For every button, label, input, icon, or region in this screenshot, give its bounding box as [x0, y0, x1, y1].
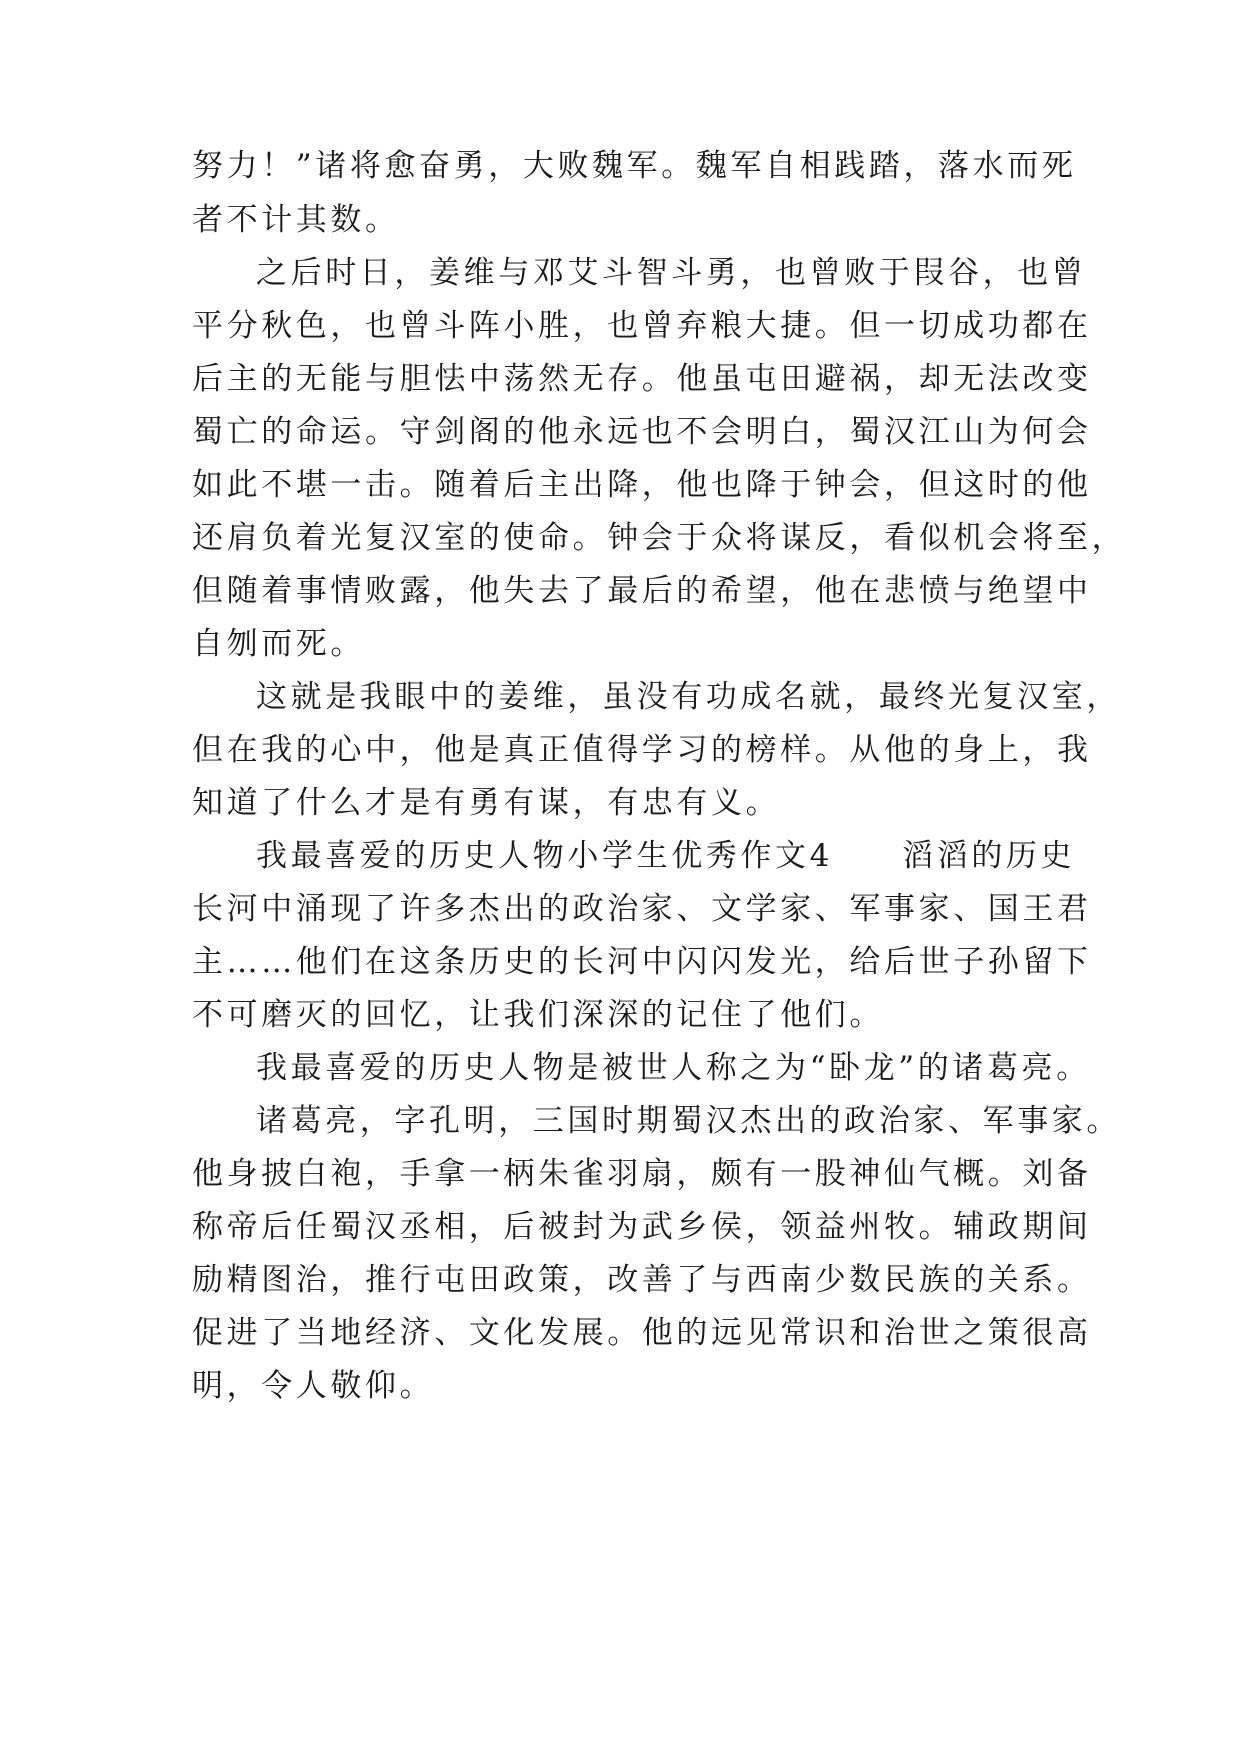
- text-line: 主……他们在这条历史的长河中闪闪发光，给后世子孙留下: [192, 944, 1092, 980]
- text-line: 明，令人敬仰。: [192, 1368, 435, 1404]
- text-line: 平分秋色，也曾斗阵小胜，也曾弃粮大捷。但一切成功都在: [192, 308, 1092, 344]
- text-line: 努力！”诸将愈奋勇，大败魏军。魏军自相践踏，落水而死: [192, 148, 1077, 184]
- text-line: 如此不堪一击。随着后主出降，他也降于钟会，但这时的他: [192, 467, 1092, 503]
- text-line: 促进了当地经济、文化发展。他的远见常识和治世之策很高: [192, 1315, 1092, 1351]
- text-line: 者不计其数。: [192, 202, 400, 238]
- text-line: 但在我的心中，他是真正值得学习的榜样。从他的身上，我: [192, 732, 1092, 768]
- text-line: 但随着事情败露，他失去了最后的希望，他在悲愤与绝望中: [192, 573, 1092, 609]
- text-line: 他身披白袍，手拿一柄朱雀羽扇，颇有一股神仙气概。刘备: [192, 1156, 1092, 1192]
- paragraph-start-line: 我最喜爱的历史人物是被世人称之为“卧龙”的诸葛亮。: [256, 1050, 1091, 1086]
- text-line: 长河中涌现了许多杰出的政治家、文学家、军事家、国王君: [192, 891, 1092, 927]
- text-line: 自刎而死。: [192, 626, 365, 662]
- text-line: 不可磨灭的回忆，让我们深深的记住了他们。: [192, 997, 884, 1033]
- text-line: 励精图治，推行屯田政策，改善了与西南少数民族的关系。: [192, 1262, 1092, 1298]
- text-line: 称帝后任蜀汉丞相，后被封为武乡侯，领益州牧。辅政期间: [192, 1209, 1092, 1245]
- paragraph-start-line: 这就是我眼中的姜维，虽没有功成名就，最终光复汉室，: [256, 679, 1121, 715]
- text-line: 后主的无能与胆怯中荡然无存。他虽屯田避祸，却无法改变: [192, 361, 1092, 397]
- text-line: 还肩负着光复汉室的使命。钟会于众将谋反，看似机会将至，: [192, 520, 1127, 556]
- essay-heading-line: 我最喜爱的历史人物小学生优秀作文4 滔滔的历史: [256, 838, 1076, 874]
- text-line: 蜀亡的命运。守剑阁的他永远也不会明白，蜀汉江山为何会: [192, 414, 1092, 450]
- text-line: 知道了什么才是有勇有谋，有忠有义。: [192, 785, 781, 821]
- paragraph-start-line: 之后时日，姜维与邓艾斗智斗勇，也曾败于叚谷，也曾: [256, 255, 1087, 291]
- paragraph-start-line: 诸葛亮，字孔明，三国时期蜀汉杰出的政治家、军事家。: [256, 1103, 1121, 1139]
